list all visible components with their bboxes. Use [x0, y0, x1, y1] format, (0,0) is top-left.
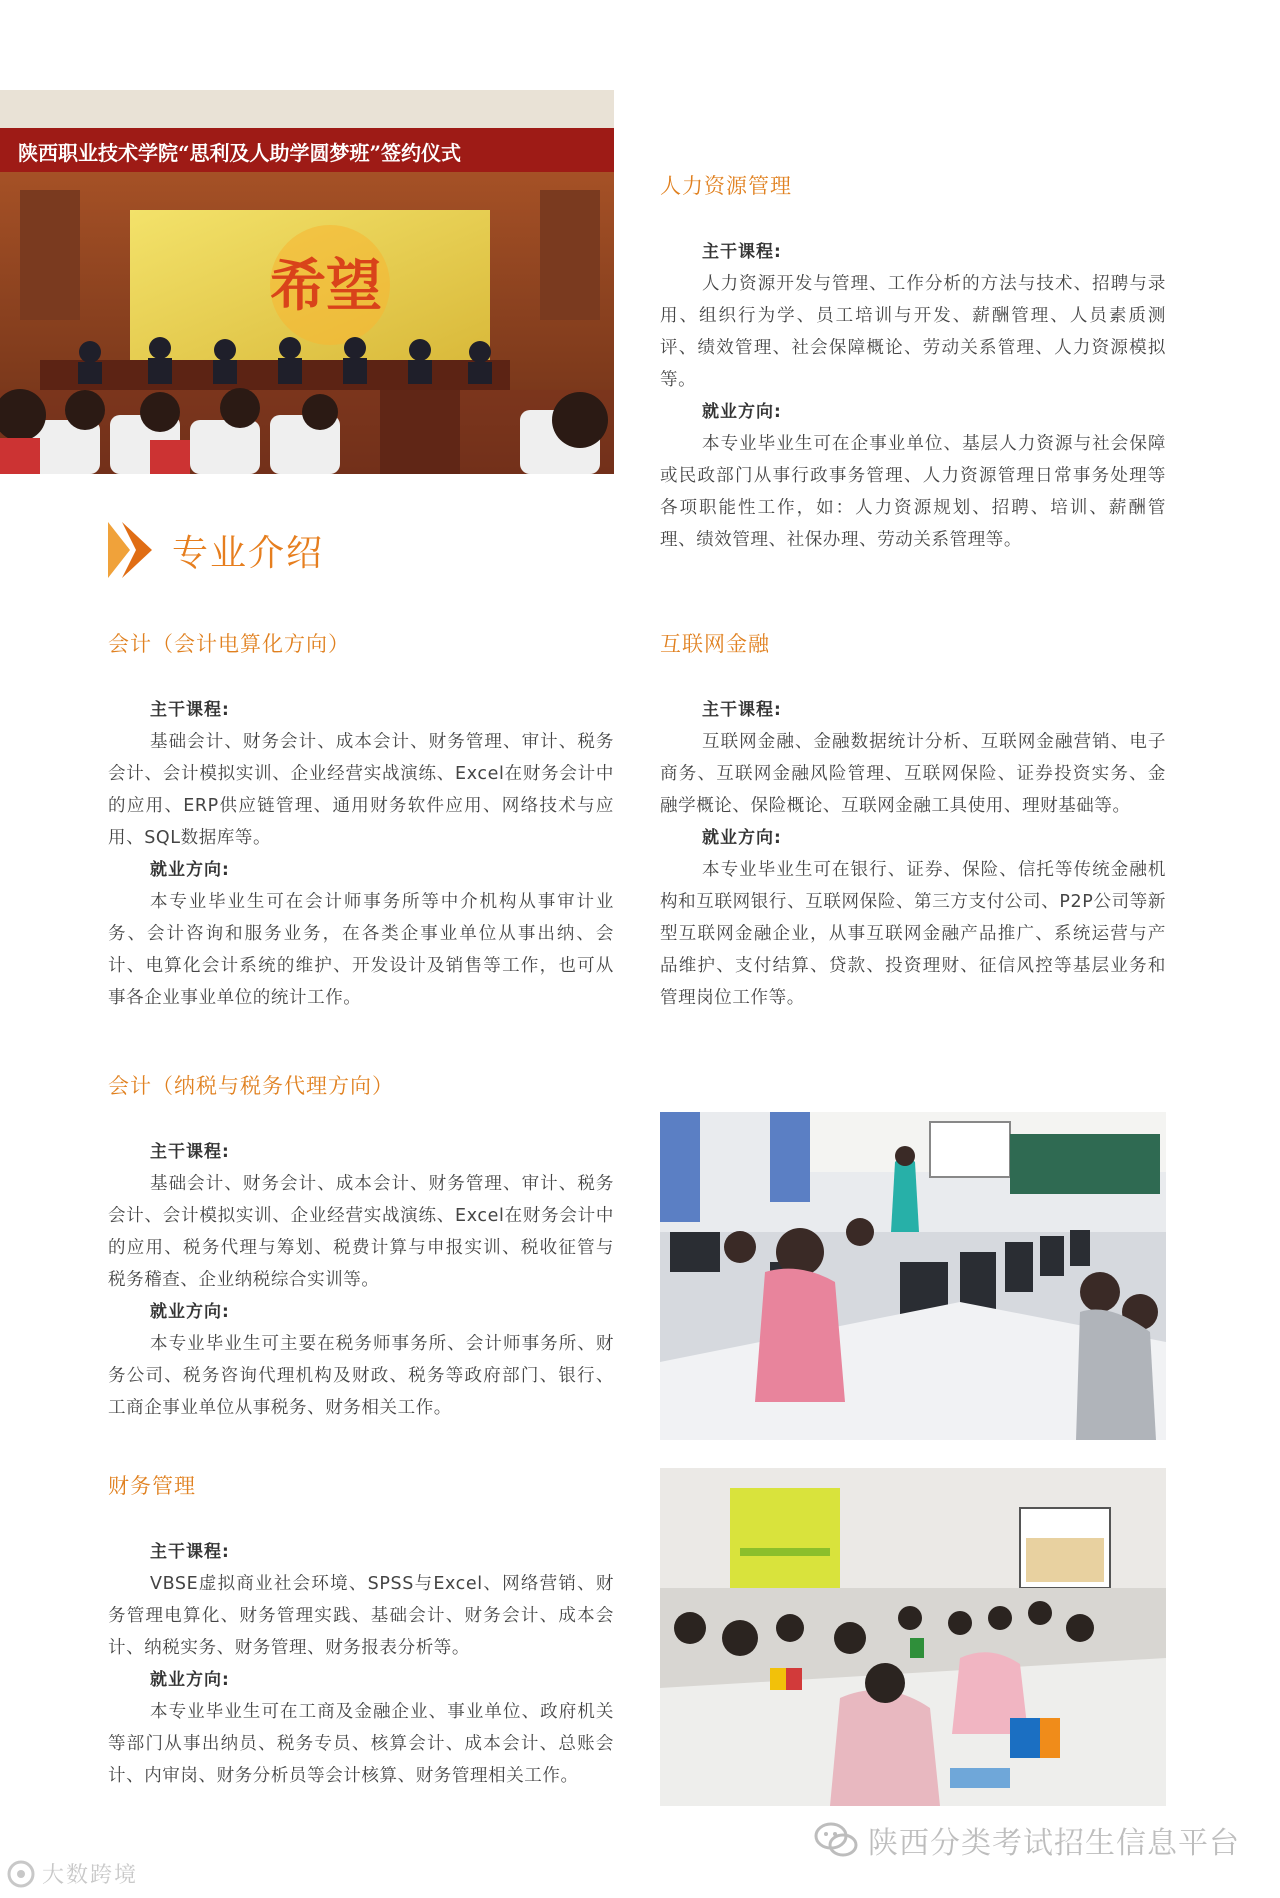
career-text: 本专业毕业生可在工商及金融企业、事业单位、政府机关等部门从事出纳员、税务专员、核算会计、成本会计、总账会计、内审岗、财务分析员等会计核算、财务管理相关工作。 [108, 1702, 614, 1786]
major-title: 会计（会计电算化方向） [108, 632, 350, 656]
career-text: 本专业毕业生可在会计师事务所等中介机构从事审计业务、会计咨询和服务业务，在各类企事业单位从事出纳、会计、电算化会计系统的维护、开发设计及销售等工作，也可从事各企业事业单位的统计工作。 [108, 892, 614, 1008]
watermark-left [6, 1858, 138, 1889]
courses-text: 基础会计、财务会计、成本会计、财务管理、审计、税务会计、会计模拟实训、企业经营实战演练、Excel在财务会计中的应用、ERP供应链管理、通用财务软件应用、网络技术与应用、SQL数据库等。 [108, 732, 614, 848]
abacus-lab-photo [660, 1468, 1166, 1806]
courses-label: 主干课程: [150, 700, 230, 720]
major-internet-finance [660, 628, 1166, 1014]
section-heading [108, 520, 324, 580]
major-accounting-computerized [108, 628, 614, 1014]
ceremony-banner: 陕西职业技术学院“思利及人助学圆梦班”签约仪式 [18, 141, 462, 165]
watermark-left-text: 大数跨境 [42, 1863, 139, 1888]
career-text: 本专业毕业生可在企事业单位、基层人力资源与社会保障或民政部门从事行政事务管理、人力资源管理日常事务处理等各项职能性工作，如：人力资源规划、招聘、培训、薪酬管理、绩效管理、社保办理、劳动关系管理等。 [660, 434, 1166, 550]
career-label: 就业方向: [702, 402, 782, 422]
chevron-arrow-icon [108, 522, 152, 578]
major-financial-management [108, 1470, 614, 1792]
major-title: 财务管理 [108, 1474, 196, 1498]
major-title: 人力资源管理 [660, 174, 792, 198]
courses-label: 主干课程: [150, 1542, 230, 1562]
career-text: 本专业毕业生可在银行、证券、保险、信托等传统金融机构和互联网银行、互联网保险、第三方支付公司、P2P公司等新型互联网金融企业，从事互联网金融产品推广、系统运营与产品维护、支付结算、贷款、投资理财、征信风控等基层业务和管理岗位工作等。 [660, 860, 1166, 1008]
career-label: 就业方向: [150, 1302, 230, 1322]
courses-text: 互联网金融、金融数据统计分析、互联网金融营销、电子商务、互联网金融风险管理、互联网保险、证券投资实务、金融学概论、保险概论、互联网金融工具使用、理财基础等。 [660, 732, 1166, 816]
major-accounting-tax [108, 1070, 614, 1424]
career-label: 就业方向: [702, 828, 782, 848]
ceremony-screen-text: 希望 [270, 253, 382, 319]
career-label: 就业方向: [150, 1670, 230, 1690]
major-title: 会计（纳税与税务代理方向） [108, 1074, 394, 1098]
major-hr [660, 170, 1166, 556]
watermark-right-text: 陕西分类考试招生信息平台 [868, 1826, 1240, 1861]
section-title: 专业介绍 [172, 532, 325, 574]
career-text: 本专业毕业生可主要在税务师事务所、会计师事务所、财务公司、税务咨询代理机构及财政、税务等政府部门、银行、工商企事业单位从事税务、财务相关工作。 [108, 1334, 614, 1418]
watermark-right [814, 1818, 1240, 1862]
courses-label: 主干课程: [702, 242, 782, 262]
ceremony-photo-illustration [0, 90, 614, 474]
courses-label: 主干课程: [702, 700, 782, 720]
courses-label: 主干课程: [150, 1142, 230, 1162]
signing-ceremony-photo [0, 90, 614, 474]
computer-lab-illustration [660, 1112, 1166, 1440]
brand-logo-icon [6, 1859, 36, 1889]
abacus-lab-illustration [660, 1468, 1166, 1806]
career-label: 就业方向: [150, 860, 230, 880]
courses-text: 人力资源开发与管理、工作分析的方法与技术、招聘与录用、组织行为学、员工培训与开发、薪酬管理、人员素质测评、绩效管理、社会保障概论、劳动关系管理、人力资源模拟等。 [660, 274, 1166, 390]
wechat-icon [814, 1821, 858, 1859]
major-title: 互联网金融 [660, 632, 770, 656]
courses-text: 基础会计、财务会计、成本会计、财务管理、审计、税务会计、会计模拟实训、企业经营实战演练、Excel在财务会计中的应用、税务代理与筹划、税费计算与申报实训、税收征管与税务稽查、企业纳税综合实训等。 [108, 1174, 614, 1290]
computer-lab-photo [660, 1112, 1166, 1440]
courses-text: VBSE虚拟商业社会环境、SPSS与Excel、网络营销、财务管理电算化、财务管理实践、基础会计、财务会计、成本会计、纳税实务、财务管理、财务报表分析等。 [108, 1574, 614, 1658]
